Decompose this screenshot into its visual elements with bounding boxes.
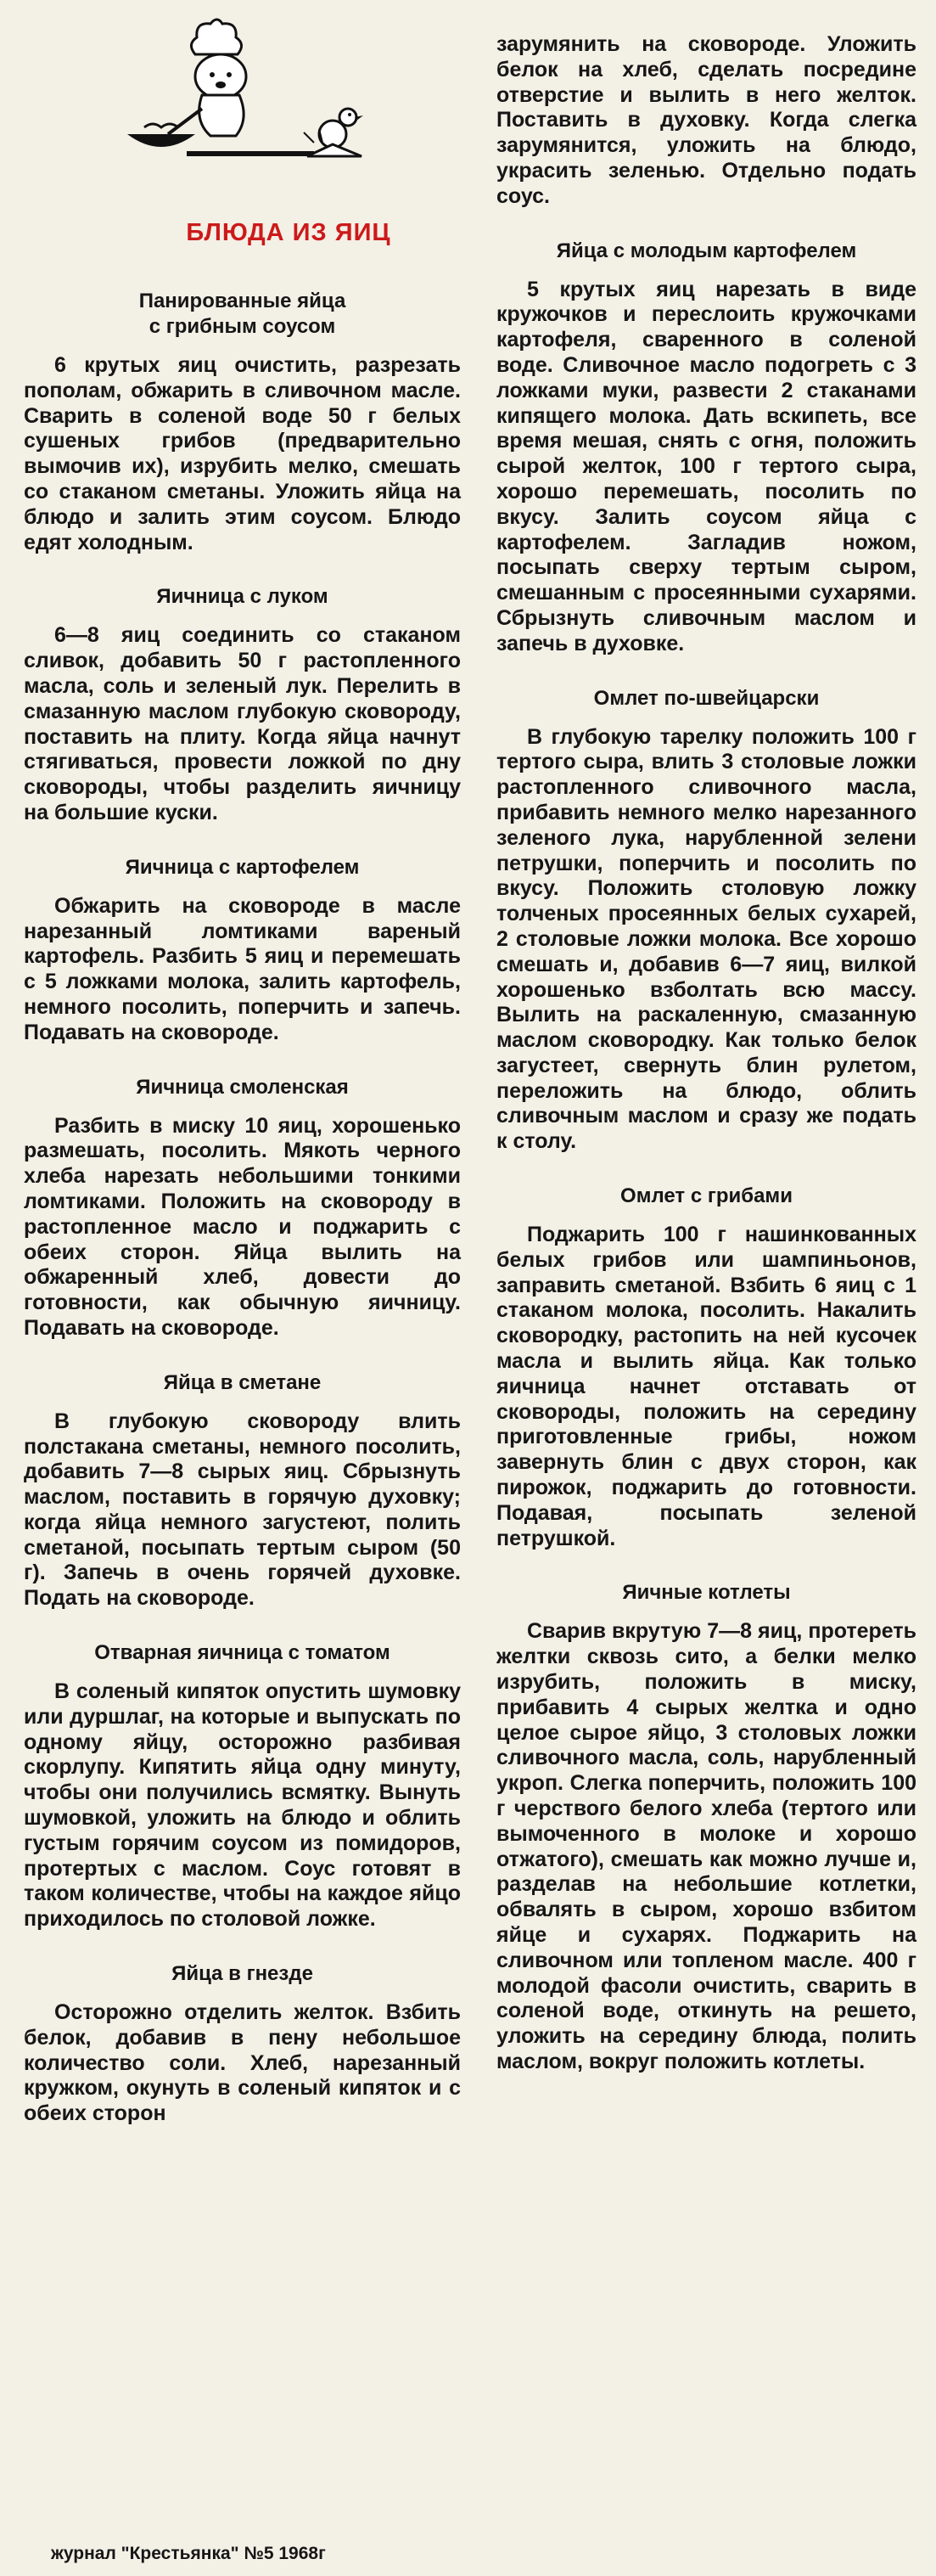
recipe-text: Разбить в миску 10 яиц, хорошенько размешать, посолить. Мякоть черного хлеба нарезать небольшими тонкими ломтиками. Положить на сковороду в растопленное масло и поджарить с обеих сторон. Яйца вылить на обжаренный хлеб, довести до готовности, как обычную яичницу. Подавать на сковороде. bbox=[24, 1113, 461, 1340]
recipe-block bbox=[24, 289, 461, 555]
recipe-block bbox=[496, 1184, 916, 1551]
recipe-block bbox=[496, 686, 916, 1156]
recipe-text: 6—8 яиц соединить со стаканом сливок, добавить 50 г растопленного масла, соль и зеленый лук. Перелить в смазанную маслом глубокую сковороду, поставить на плиту. Когда яйца начнут стягиваться, провести ложкой по дну сковороды, чтобы разделить яичницу на большие куски. bbox=[24, 623, 461, 824]
footer-source: журнал "Крестьянка" №5 1968г bbox=[51, 2544, 326, 2563]
recipe-title: Омлет по-швейцарски bbox=[593, 686, 820, 710]
chef-illustration bbox=[110, 7, 390, 177]
recipe-block bbox=[24, 1075, 461, 1341]
recipe-text: В глубокую сковороду влить полстакана сметаны, немного посолить, добавить 7—8 сырых яиц. Сбрызнуть маслом, поставить в горячую духовку; когда яйца немного загустеют, полить сметаной, посыпать тертым сыром (50 г). Запечь в очень горячей духовке. Подать на сковороде. bbox=[24, 1409, 461, 1611]
recipe-title: Яйца с молодым картофелем bbox=[556, 239, 857, 262]
recipe-title: Панированные яйца с грибным соусом bbox=[138, 290, 346, 338]
recipe-block bbox=[24, 855, 461, 1046]
recipe-block bbox=[496, 1580, 916, 2074]
recipe-block bbox=[24, 1640, 461, 1932]
recipe-title: Отварная яичница с томатом bbox=[94, 1641, 390, 1665]
recipe-block bbox=[24, 1961, 461, 2127]
right-column bbox=[496, 32, 916, 2104]
recipe-title: Яйца в сметане bbox=[163, 1370, 322, 1394]
recipe-title: Омлет с грибами bbox=[620, 1184, 793, 1208]
recipe-block bbox=[24, 584, 461, 825]
recipe-title: Яичные котлеты bbox=[622, 1581, 791, 1605]
recipe-text: Поджарить 100 г нашинкованных белых грибов или шампиньонов, заправить сметаной. Взбить 6 яиц с 1 стаканом молока, посолить. Накалить сковородку, растопить на ней кусочек масла и вылить яйца. Как только яичница начнет отставать от сковороды, положить на середину приготовленные грибы, ножом завернуть блин с двух сторон, как пирожок, поджарить до готовности. Подавая, посыпать зеленой петрушкой. bbox=[496, 1223, 916, 1550]
section-title: БЛЮДА ИЗ ЯИЦ bbox=[186, 219, 391, 246]
recipe-text: Сварив вкрутую 7—8 яиц, протереть желтки сквозь сито, а белки мелко изрубить, положить в миску, прибавить 4 сырых желтка и одно целое сырое яйцо, 3 столовых ложки сливочного масла, соль, нарубленный укроп. Слегка поперчить, положить 100 г черствого белого хлеба (тертого или вымоченного в молоке и хорошо отжатого), смешать как можно лучше и, разделав на небольшие котлетки, обвалять в сыром, хорошо взбитом яйце и сухарях. Поджарить на сливочном или топленом масле. 400 г молодой фасоли очистить, сварить в соленой воде, откинуть на решето, уложить на середину блюда, полить маслом, вокруг положить котлеты. bbox=[496, 1619, 916, 2073]
recipe-block bbox=[24, 1370, 461, 1611]
recipe-text: 5 крутых яиц нарезать в виде кружочков и переслоить кружочками картофеля, сваренного в соленой воде. Сливочное масло подогреть с 3 ложками муки, развести 2 стаканами кипящего молока. Дать вскипеть, все время мешая, снять с огня, положить сырой желток, 100 г тертого сыра, хорошо перемешать, посолить по вкусу. Залить соусом яйца с картофелем. Загладив ножом, посыпать сверху тертым сыром, смешанным с просеянными сухарями. Сбрызнуть сливочным маслом и запечь в духовке. bbox=[496, 277, 916, 655]
left-column bbox=[24, 289, 461, 2156]
recipe-title: Яйца в гнезде bbox=[171, 1962, 313, 1986]
recipe-title: Яичница с картофелем bbox=[125, 855, 360, 879]
recipe-text: В глубокую тарелку положить 100 г тертого сыра, влить 3 столовые ложки растопленного сливочного масла, прибавить немного мелко нарезанного зеленого лука, нарубленной зелени петрушки, поперчить и посолить по вкусу. Положить столовую ложку толченых просеянных белых сухарей, 2 столовые ложки молока. Все хорошо смешать и, добавив 6—7 яиц, вилкой хорошенько взболтать всю массу. Вылить на раскаленную, смазанную маслом сковородку. Как только белок загустеет, свернуть блин рулетом, переложить на блюдо, облить сливочным маслом и сразу же подать к столу. bbox=[496, 724, 916, 1154]
recipe-continuation bbox=[496, 32, 916, 210]
recipe-text: зарумянить на сковороде. Уложить белок на хлеб, сделать посредине отверстие и вылить в него желток. Поставить в духовку. Когда слегка зарумянится, уложить на блюдо, украсить зеленью. Отдельно подать соус. bbox=[496, 32, 916, 208]
recipe-text: В соленый кипяток опустить шумовку или дуршлаг, на которые и выпускать по одному яйцу, осторожно разбивая скорлупу. Кипятить яйца одну минуту, чтобы они получились всмятку. Вынуть шумовкой, уложить на блюдо и облить густым горячим соусом из помидоров, протертых с маслом. Соус готовят в таком количестве, чтобы на каждое яйцо приходилось по столовой ложке. bbox=[24, 1679, 461, 1932]
recipe-title: Яичница смоленская bbox=[136, 1075, 349, 1099]
recipe-title: Яичница с луком bbox=[156, 585, 328, 609]
recipe-block bbox=[496, 239, 916, 657]
recipe-text: 6 крутых яиц очистить, разрезать пополам, обжарить в сливочном масле. Сварить в соленой воде 50 г белых сушеных грибов (предварительно вымочив их), изрубить мелко, смешать со стаканом сметаны. Уложить яйца на блюдо и залить этим соусом. Блюдо едят холодным. bbox=[24, 353, 461, 554]
recipe-text: Обжарить на сковороде в масле нарезанный ломтиками вареный картофель. Разбить 5 яиц и перемешать с 5 ложками молока, залить картофель, немного посолить, поперчить и запечь. Подавать на сковороде. bbox=[24, 893, 461, 1044]
recipe-text: Осторожно отделить желток. Взбить белок, добавив в пену небольшое количество соли. Хлеб, нарезанный кружком, окунуть в соленый кипяток и с обеих сторон bbox=[24, 2000, 461, 2126]
